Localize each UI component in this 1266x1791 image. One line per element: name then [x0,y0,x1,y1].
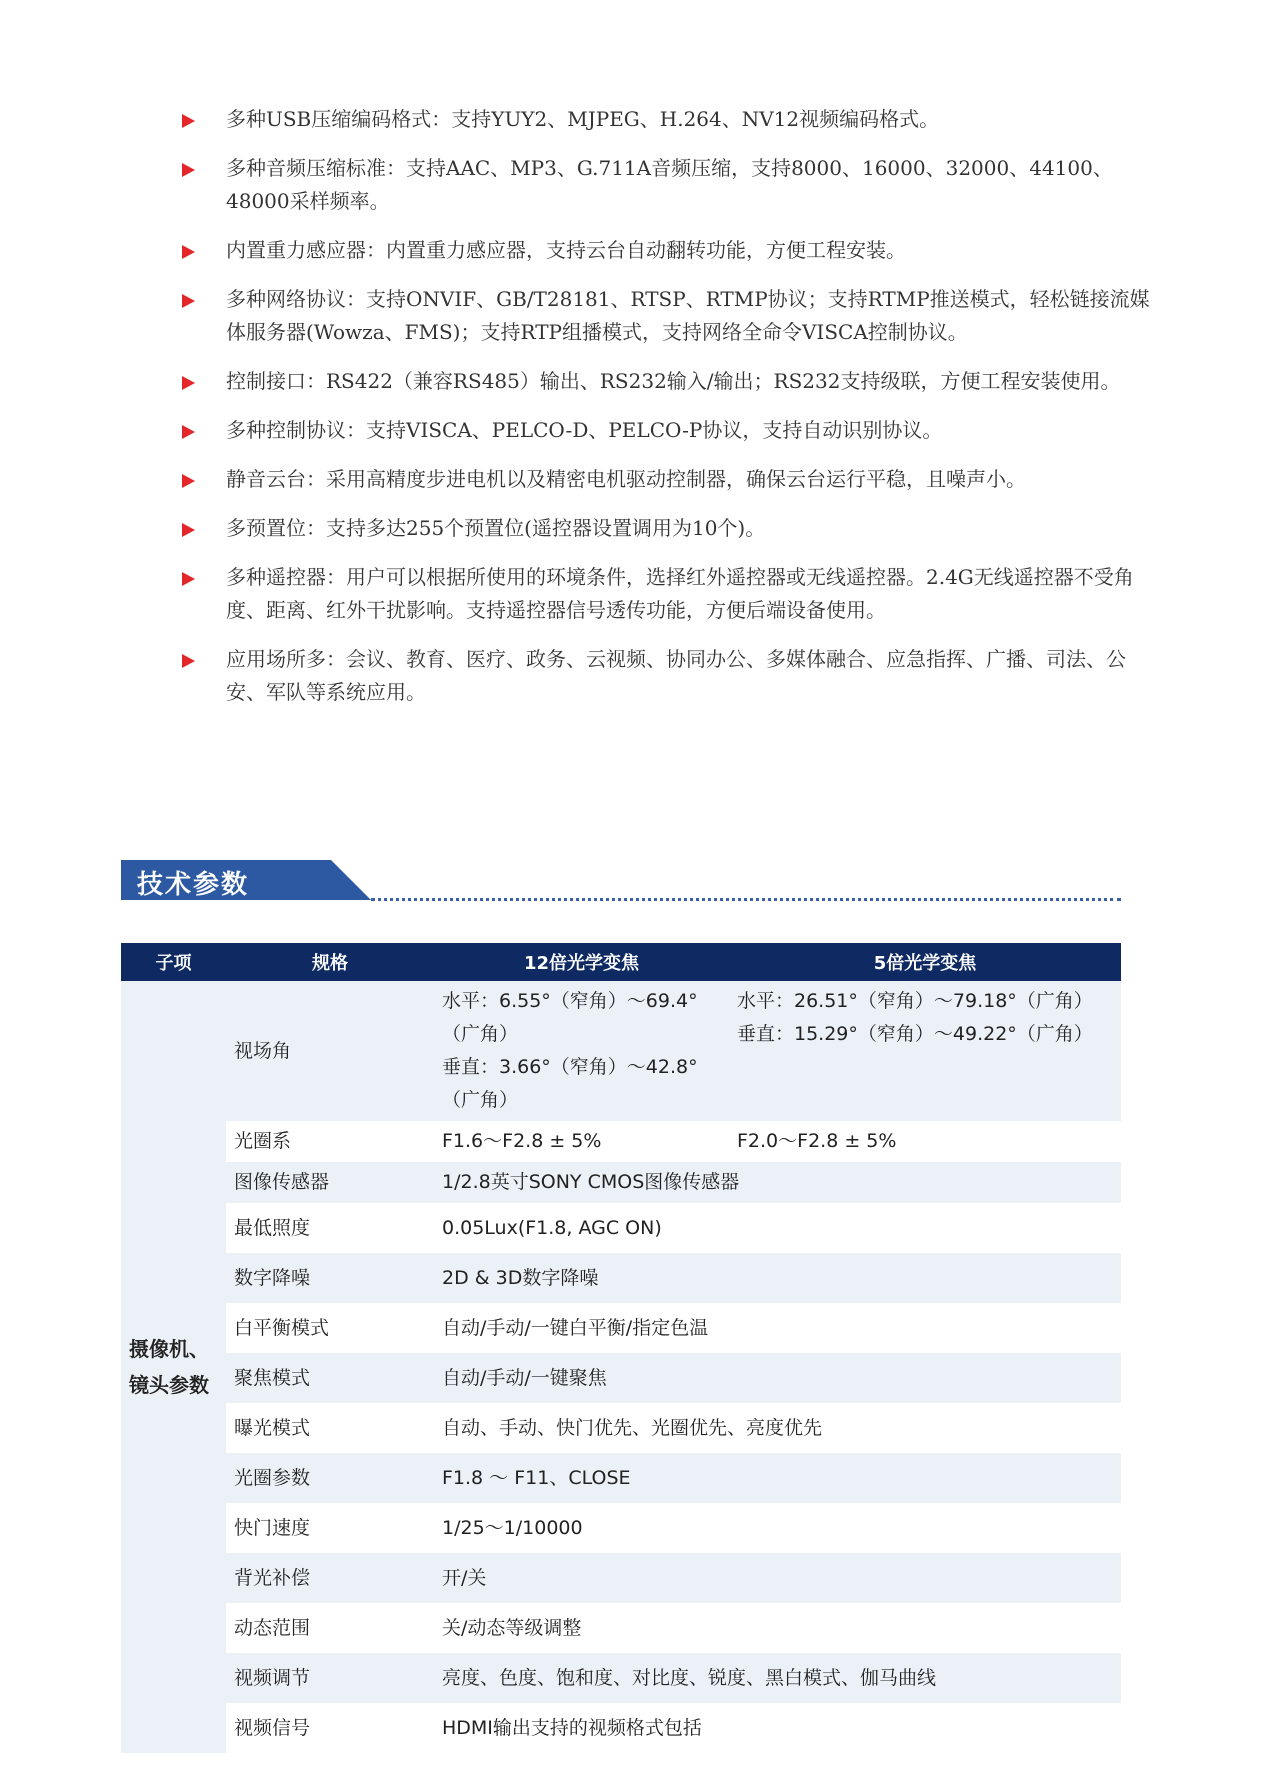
table-row [121,981,1121,1121]
spec-value: 亮度、色度、饱和度、对比度、锐度、黑白模式、伽马曲线 [434,1653,1121,1703]
category-cell: 摄像机、镜头参数 [121,981,226,1753]
spec-table [121,943,1121,1753]
table-row [121,1453,1121,1503]
spec-value: 0.05Lux(F1.8, AGC ON) [434,1203,1121,1253]
spec-label: 聚焦模式 [226,1353,434,1403]
list-item [178,283,1153,349]
spec-label: 曝光模式 [226,1403,434,1453]
spec-value: 2D & 3D数字降噪 [434,1253,1121,1303]
table-row [121,1162,1121,1203]
feature-text: 多种网络协议：支持ONVIF、GB/T28181、RTSP、RTMP协议；支持RTMP推送模式，轻松链接流媒体服务器(Wowza、FMS)；支持RTP组播模式，支持网络全命令VISCA控制协议。 [226,287,1150,344]
header-cell: 5倍光学变焦 [729,943,1121,981]
spec-label: 视场角 [226,981,434,1121]
table-row [121,1703,1121,1753]
spec-label: 光圈系 [226,1121,434,1162]
spec-label: 数字降噪 [226,1253,434,1303]
table-row [121,1503,1121,1553]
feature-text: 控制接口：RS422（兼容RS485）输出、RS232输入/输出；RS232支持级联，方便工程安装使用。 [226,369,1121,393]
arrow-bullet-icon [182,425,195,439]
spec-value: 1/25～1/10000 [434,1503,1121,1553]
table-row [121,1121,1121,1162]
spec-value-line: 垂直：15.29°（窄角）～49.22°（广角） [737,1023,1093,1045]
spec-label: 图像传感器 [226,1162,434,1203]
arrow-bullet-icon [182,163,195,177]
arrow-bullet-icon [182,654,195,668]
section-header [121,860,1121,902]
feature-text: 应用场所多：会议、教育、医疗、政务、云视频、协同办公、多媒体融合、应急指挥、广播、司法、公安、军队等系统应用。 [226,647,1126,704]
table-row [121,1403,1121,1453]
spec-label: 最低照度 [226,1203,434,1253]
arrow-bullet-icon [182,474,195,488]
table-row [121,1653,1121,1703]
list-item [178,365,1153,398]
feature-text: 多预置位：支持多达255个预置位(遥控器设置调用为10个)。 [226,516,766,540]
feature-text: 内置重力感应器：内置重力感应器，支持云台自动翻转功能，方便工程安装。 [226,238,906,262]
feature-text: 多种遥控器：用户可以根据所使用的环境条件，选择红外遥控器或无线遥控器。2.4G无线遥控器不受角度、距离、红外干扰影响。支持遥控器信号透传功能，方便后端设备使用。 [226,565,1134,622]
spec-value: 关/动态等级调整 [434,1603,1121,1653]
list-item [178,414,1153,447]
feature-text: 静音云台：采用高精度步进电机以及精密电机驱动控制器，确保云台运行平稳，且噪声小。 [226,467,1026,491]
feature-text: 多种USB压缩编码格式：支持YUY2、MJPEG、H.264、NV12视频编码格式。 [226,107,940,131]
spec-value: 自动、手动、快门优先、光圈优先、亮度优先 [434,1403,1121,1453]
header-cell: 子项 [121,943,226,981]
spec-value: 自动/手动/一键白平衡/指定色温 [434,1303,1121,1353]
spec-value-12x: F1.6～F2.8 ± 5% [434,1121,729,1162]
table-row [121,1603,1121,1653]
spec-label: 背光补偿 [226,1553,434,1603]
arrow-bullet-icon [182,376,195,390]
list-item [178,103,1153,136]
arrow-bullet-icon [182,523,195,537]
spec-label: 快门速度 [226,1503,434,1553]
spec-value: 1/2.8英寸SONY CMOS图像传感器 [434,1162,1121,1203]
table-header-row [121,943,1121,981]
spec-value-12x [434,981,729,1121]
spec-label: 视频调节 [226,1653,434,1703]
arrow-bullet-icon [182,294,195,308]
list-item [178,152,1153,218]
spec-value: 自动/手动/一键聚焦 [434,1353,1121,1403]
arrow-bullet-icon [182,572,195,586]
list-item [178,463,1153,496]
spec-label: 光圈参数 [226,1453,434,1503]
feature-text: 多种音频压缩标准：支持AAC、MP3、G.711A音频压缩，支持8000、16000、32000、44100、48000采样频率。 [226,156,1113,213]
spec-value: HDMI输出支持的视频格式包括 [434,1703,1121,1753]
arrow-bullet-icon [182,114,195,128]
table-row [121,1253,1121,1303]
header-cell: 12倍光学变焦 [434,943,729,981]
table-row [121,1553,1121,1603]
section-title: 技术参数 [137,870,250,900]
spec-value: 开/关 [434,1553,1121,1603]
list-item [178,234,1153,267]
spec-value-line: 垂直：3.66°（窄角）～42.8°（广角） [442,1056,698,1111]
feature-text: 多种控制协议：支持VISCA、PELCO-D、PELCO-P协议，支持自动识别协议。 [226,418,943,442]
table-row [121,1203,1121,1253]
spec-label: 白平衡模式 [226,1303,434,1353]
spec-label: 动态范围 [226,1603,434,1653]
spec-value-line: 水平：6.55°（窄角）～69.4°（广角） [442,990,698,1045]
table-row [121,1353,1121,1403]
spec-label: 视频信号 [226,1703,434,1753]
dotted-divider [371,898,1121,901]
list-item [178,643,1153,709]
arrow-bullet-icon [182,245,195,259]
spec-value-5x [729,981,1121,1121]
spec-value-5x: F2.0～F2.8 ± 5% [729,1121,1121,1162]
spec-value-line: 水平：26.51°（窄角）～79.18°（广角） [737,990,1093,1012]
spec-value: F1.8 ～ F11、CLOSE [434,1453,1121,1503]
list-item [178,512,1153,545]
list-item [178,561,1153,627]
table-row [121,1303,1121,1353]
feature-list [178,103,1153,725]
header-cell: 规格 [226,943,434,981]
